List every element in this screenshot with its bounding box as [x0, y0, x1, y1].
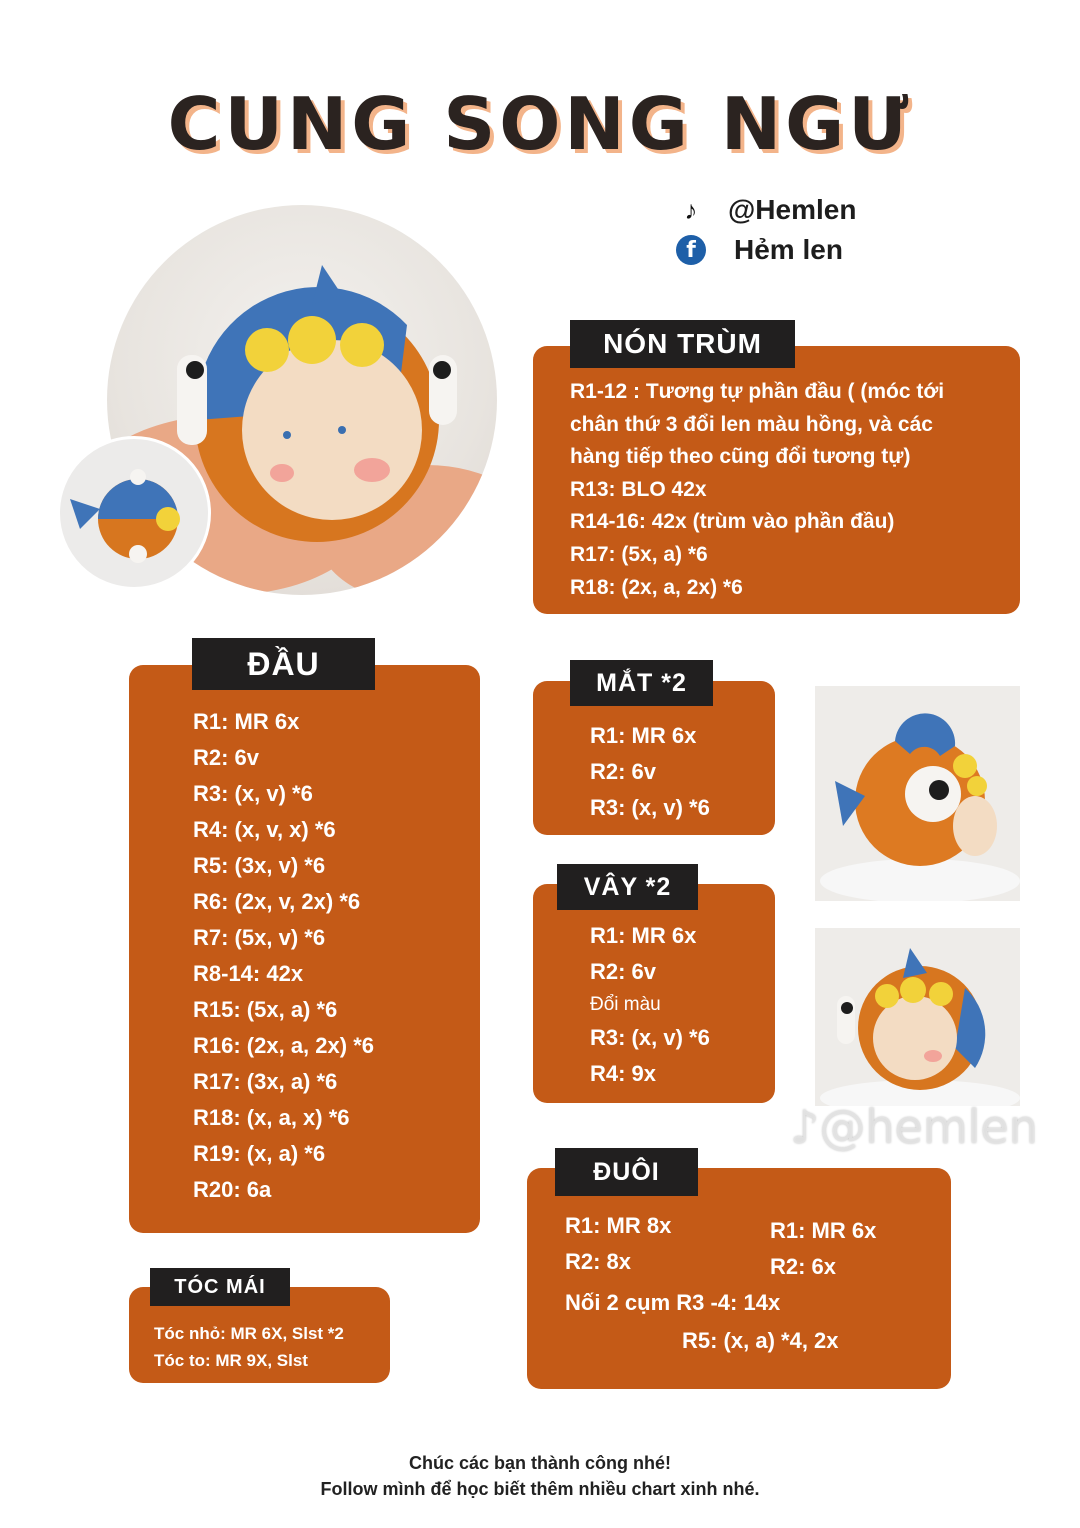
pattern-line: Tóc nhỏ: MR 6X, Slst *2 — [154, 1324, 344, 1343]
facebook-name: Hẻm len — [734, 234, 843, 265]
tiktok-handle: @Hemlen — [728, 194, 857, 225]
tiktok-handle-row — [676, 194, 856, 226]
facebook-icon: f — [676, 235, 706, 265]
amigurumi-eye-illustration — [815, 686, 1020, 901]
pattern-line: hàng tiếp theo cũng đổi tương tự) — [570, 445, 911, 469]
pattern-line: R1: MR 6x — [770, 1218, 877, 1243]
duoi-join-line: Nối 2 cụm R3 -4: 14x — [565, 1290, 781, 1315]
vay-lines — [590, 918, 710, 1092]
watermark: ♪@hemlen — [790, 1100, 1038, 1154]
mat-lines — [590, 718, 710, 826]
pattern-line: R17: (5x, a) *6 — [570, 542, 708, 566]
pattern-line: R18: (2x, a, 2x) *6 — [570, 575, 743, 599]
color-change-note: Đổi màu — [590, 994, 661, 1015]
pattern-line: R17: (3x, a) *6 — [193, 1069, 338, 1094]
pattern-line: R3: (x, v) *6 — [590, 1025, 710, 1050]
dau-lines — [193, 704, 374, 1208]
pattern-line: R20: 6a — [193, 1177, 272, 1202]
pattern-line: R1: MR 6x — [590, 923, 697, 948]
pattern-line: R14-16: 42x (trùm vào phần đầu) — [570, 510, 895, 534]
pattern-line: R18: (x, a, x) *6 — [193, 1105, 350, 1130]
pattern-line: R2: 8x — [565, 1249, 632, 1274]
toc-mai-label: TÓC MÁI — [150, 1268, 290, 1306]
pattern-line: R19: (x, a) *6 — [193, 1141, 326, 1166]
duoi-last-line: R5: (x, a) *4, 2x — [682, 1328, 839, 1353]
amigurumi-face-illustration — [815, 928, 1020, 1106]
footer-line-1: Chúc các bạn thành công nhé! — [408, 1453, 672, 1473]
watermark-text: @hemlen — [819, 1100, 1038, 1154]
duoi-right-lines — [770, 1213, 876, 1285]
facebook-name-row — [676, 234, 843, 266]
pattern-line: R3: (x, v) *6 — [590, 795, 710, 820]
amigurumi-face-photo — [815, 928, 1020, 1106]
pattern-line: R2: 6v — [590, 759, 657, 784]
non-trum-label: NÓN TRÙM — [570, 320, 795, 368]
pattern-line: R1: MR 8x — [565, 1213, 672, 1238]
pattern-line: R13: BLO 42x — [570, 477, 707, 501]
pattern-line: R1: MR 6x — [193, 709, 300, 734]
toc-mai-lines — [154, 1320, 344, 1374]
pattern-line: R4: 9x — [590, 1061, 657, 1086]
pattern-line: R15: (5x, a) *6 — [193, 997, 338, 1022]
vay-label: VÂY *2 — [557, 864, 698, 910]
pattern-line: R7: (5x, v) *6 — [193, 925, 326, 950]
duoi-left-lines — [565, 1208, 671, 1280]
pattern-line: R6: (2x, v, 2x) *6 — [193, 889, 361, 914]
pattern-line: R2: 6v — [590, 959, 657, 984]
pattern-line: R1: MR 6x — [590, 723, 697, 748]
pattern-line: R16: (2x, a, 2x) *6 — [193, 1033, 374, 1058]
amigurumi-side-illustration — [60, 439, 208, 587]
amigurumi-eye-photo — [815, 686, 1020, 901]
amigurumi-side-photo — [57, 436, 211, 590]
pattern-line: Tóc to: MR 9X, Slst — [154, 1351, 308, 1370]
page-title: CUNG SONG NGƯ — [167, 82, 913, 166]
non-trum-lines — [570, 376, 944, 604]
tiktok-icon: ♪ — [684, 194, 698, 225]
pattern-line: R1-12 : Tương tự phần đầu ( (móc tới — [570, 380, 945, 403]
pattern-line: R2: 6x — [770, 1254, 837, 1279]
footer-line-2: Follow mình để học biết thêm nhiều chart xinh nhé. — [320, 1479, 760, 1499]
pattern-line: R5: (3x, v) *6 — [193, 853, 326, 878]
pattern-line: R4: (x, v, x) *6 — [193, 817, 336, 842]
pattern-line: chân thứ 3 đổi len màu hồng, và các — [570, 412, 933, 436]
mat-label: MẮT *2 — [570, 660, 713, 706]
pattern-line: R2: 6v — [193, 745, 260, 770]
pattern-line: R3: (x, v) *6 — [193, 781, 313, 806]
pattern-line: R8-14: 42x — [193, 961, 304, 986]
duoi-label: ĐUÔI — [555, 1148, 698, 1196]
dau-label: ĐẦU — [192, 638, 375, 690]
